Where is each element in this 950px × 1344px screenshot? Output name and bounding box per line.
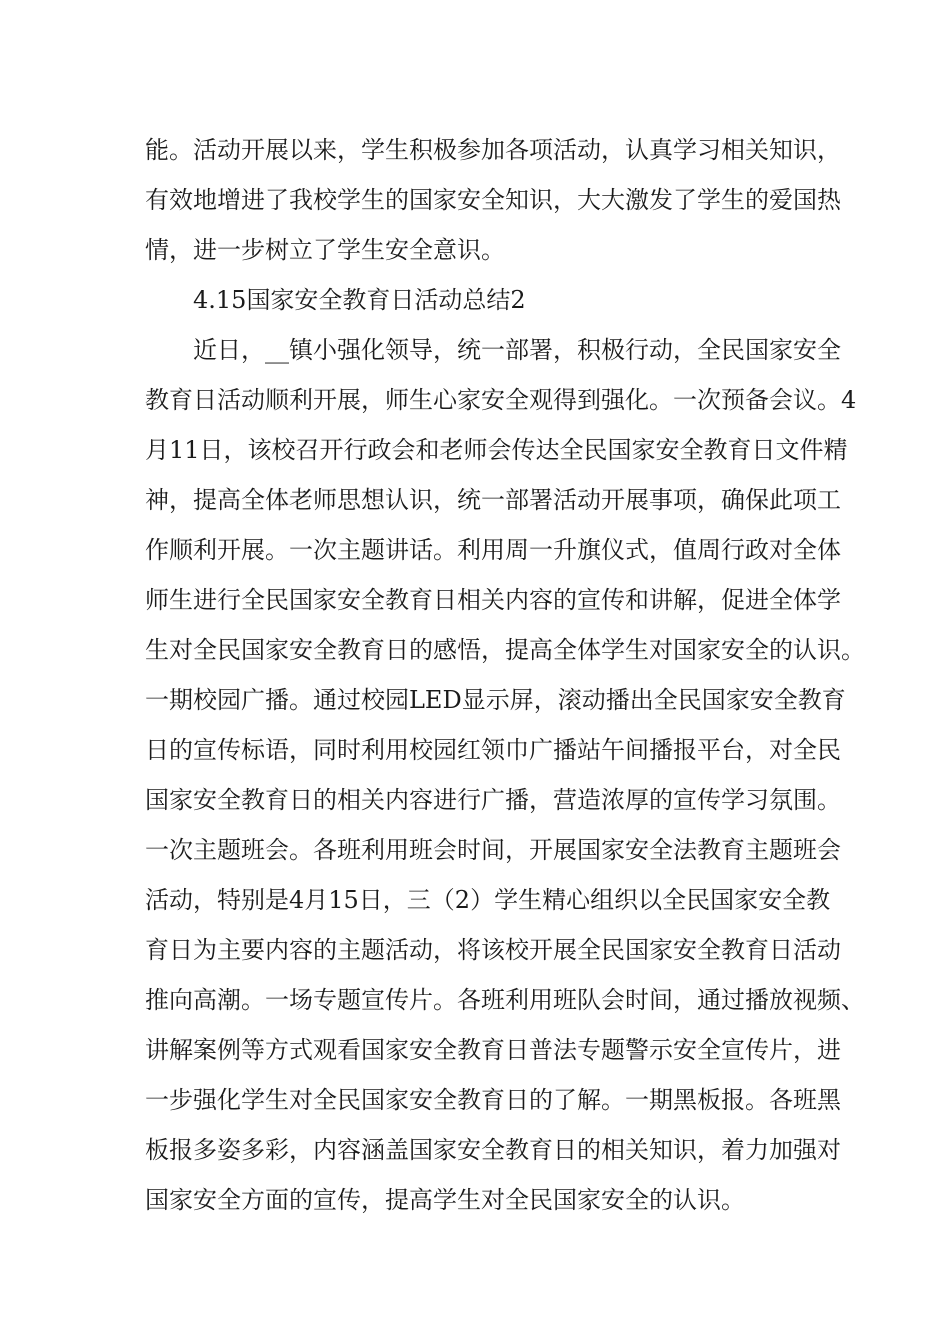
body-text-line: 生对全民国家安全教育日的感悟，提高全体学生对国家安全的认识。 [145,636,865,664]
body-text-line: 作顺利开展。一次主题讲话。利用周一升旗仪式，值周行政对全体 [145,536,841,564]
body-text-line: 一期校园广播。通过校园LED显示屏，滚动播出全民国家安全教育 [145,686,846,714]
body-text-line: 一步强化学生对全民国家安全教育日的了解。一期黑板报。各班黑 [145,1086,841,1114]
body-text-line: 神，提高全体老师思想认识，统一部署活动开展事项，确保此项工 [145,486,841,514]
body-text-line: 国家安全教育日的相关内容进行广播，营造浓厚的宣传学习氛围。 [145,786,841,814]
body-text-line: 板报多姿多彩，内容涵盖国家安全教育日的相关知识，着力加强对 [145,1136,841,1164]
body-text-line: 育日为主要内容的主题活动，将该校开展全民国家安全教育日活动 [145,936,841,964]
body-text-line: 推向高潮。一场专题宣传片。各班利用班队会时间，通过播放视频、 [145,986,865,1014]
body-text-line: 日的宣传标语，同时利用校园红领巾广播站午间播报平台，对全民 [145,736,841,764]
body-text-line: 一次主题班会。各班利用班会时间，开展国家安全法教育主题班会 [145,836,841,864]
body-text-line: 师生进行全民国家安全教育日相关内容的宣传和讲解，促进全体学 [145,586,841,614]
body-text-line: 教育日活动顺利开展，师生心家安全观得到强化。一次预备会议。4 [145,386,857,414]
body-text-line: 情，进一步树立了学生安全意识。 [145,236,505,264]
body-text-line: 月11日，该校召开行政会和老师会传达全民国家安全教育日文件精 [145,436,848,464]
body-text-line: 国家安全方面的宣传，提高学生对全民国家安全的认识。 [145,1186,745,1214]
body-text-line: 讲解案例等方式观看国家安全教育日普法专题警示安全宣传片，进 [145,1036,841,1064]
body-text-line: 近日，__镇小强化领导，统一部署，积极行动，全民国家安全 [193,336,841,364]
section-heading: 4.15国家安全教育日活动总结2 [193,286,526,314]
body-text-line: 能。活动开展以来，学生积极参加各项活动，认真学习相关知识， [145,136,841,164]
body-text-line: 活动，特别是4月15日，三（2）学生精心组织以全民国家安全教 [145,886,831,914]
body-text-line: 有效地增进了我校学生的国家安全知识，大大激发了学生的爱国热 [145,186,841,214]
